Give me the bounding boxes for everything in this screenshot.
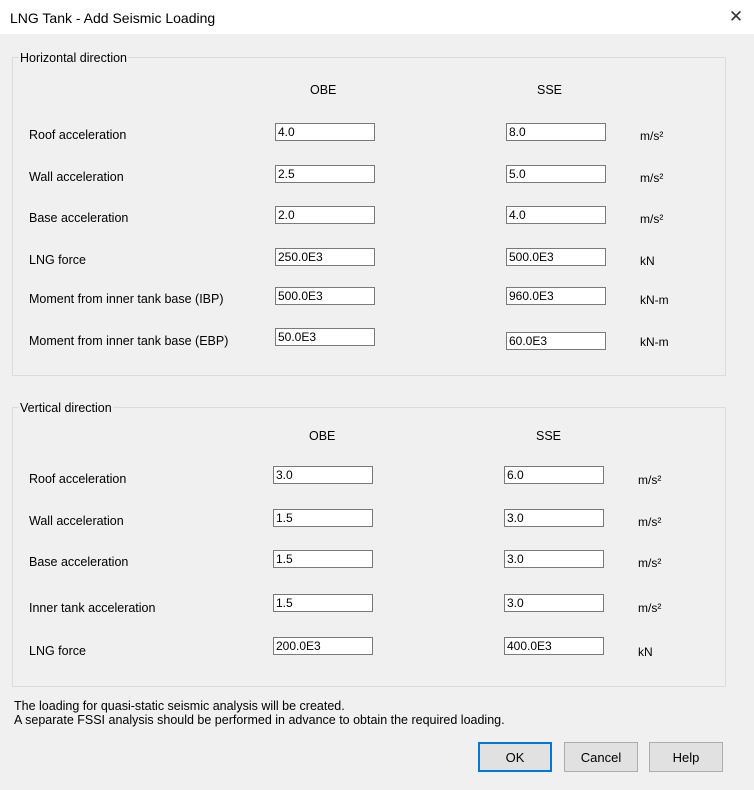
title-bar [0,0,754,34]
h-wall-acceleration-obe-input[interactable] [275,165,375,183]
v-lng-force-label: LNG force [29,644,86,658]
v-base-acceleration-unit: m/s² [638,556,662,570]
info-note-line-2: A separate FSSI analysis should be performed in advance to obtain the required loading. [14,713,505,727]
h-moment-ebp-obe-input[interactable] [275,328,375,346]
v-roof-acceleration-obe-input[interactable] [273,466,373,484]
v-lng-force-sse-input[interactable] [504,637,604,655]
h-base-acceleration-label: Base acceleration [29,211,129,225]
v-base-acceleration-obe-input[interactable] [273,550,373,568]
close-icon[interactable]: ✕ [728,7,744,26]
horizontal-sse-header: SSE [537,83,563,97]
h-moment-ebp-label: Moment from inner tank base (EBP) [29,334,229,348]
h-roof-acceleration-obe-input[interactable] [275,123,375,141]
h-moment-ebp-sse-input[interactable] [506,332,606,350]
h-moment-ibp-unit: kN-m [640,293,669,307]
vertical-legend: Vertical direction [20,401,112,415]
v-roof-acceleration-unit: m/s² [638,473,662,487]
v-roof-acceleration-sse-input[interactable] [504,466,604,484]
v-base-acceleration-sse-input[interactable] [504,550,604,568]
vertical-direction-group [12,401,726,687]
h-roof-acceleration-label: Roof acceleration [29,128,127,142]
h-moment-ebp-unit: kN-m [640,335,669,349]
horizontal-legend: Horizontal direction [20,51,127,65]
vertical-sse-header: SSE [536,429,562,443]
v-inner-tank-acceleration-obe-input[interactable] [273,594,373,612]
h-lng-force-obe-input[interactable] [275,248,375,266]
h-lng-force-sse-input[interactable] [506,248,606,266]
h-moment-ibp-sse-input[interactable] [506,287,606,305]
ok-button[interactable]: OK [478,742,552,772]
v-lng-force-unit: kN [638,645,653,659]
h-base-acceleration-unit: m/s² [640,212,664,226]
window-title: LNG Tank - Add Seismic Loading [10,10,216,26]
info-note-line-1: The loading for quasi-static seismic analysis will be created. [14,699,345,713]
v-lng-force-obe-input[interactable] [273,637,373,655]
h-moment-ibp-obe-input[interactable] [275,287,375,305]
v-wall-acceleration-unit: m/s² [638,515,662,529]
h-lng-force-unit: kN [640,254,655,268]
horizontal-obe-header: OBE [310,83,337,97]
h-moment-ibp-label: Moment from inner tank base (IBP) [29,292,224,306]
v-inner-tank-acceleration-label: Inner tank acceleration [29,601,156,615]
h-wall-acceleration-sse-input[interactable] [506,165,606,183]
v-wall-acceleration-label: Wall acceleration [29,514,124,528]
cancel-button[interactable]: Cancel [564,742,638,772]
vertical-obe-header: OBE [309,429,336,443]
v-roof-acceleration-label: Roof acceleration [29,472,127,486]
h-wall-acceleration-label: Wall acceleration [29,170,124,184]
h-base-acceleration-obe-input[interactable] [275,206,375,224]
v-wall-acceleration-sse-input[interactable] [504,509,604,527]
v-inner-tank-acceleration-unit: m/s² [638,601,662,615]
v-inner-tank-acceleration-sse-input[interactable] [504,594,604,612]
horizontal-direction-group [12,51,726,376]
h-lng-force-label: LNG force [29,253,86,267]
h-wall-acceleration-unit: m/s² [640,171,664,185]
v-base-acceleration-label: Base acceleration [29,555,129,569]
help-button[interactable]: Help [649,742,723,772]
v-wall-acceleration-obe-input[interactable] [273,509,373,527]
h-base-acceleration-sse-input[interactable] [506,206,606,224]
h-roof-acceleration-sse-input[interactable] [506,123,606,141]
h-roof-acceleration-unit: m/s² [640,129,664,143]
